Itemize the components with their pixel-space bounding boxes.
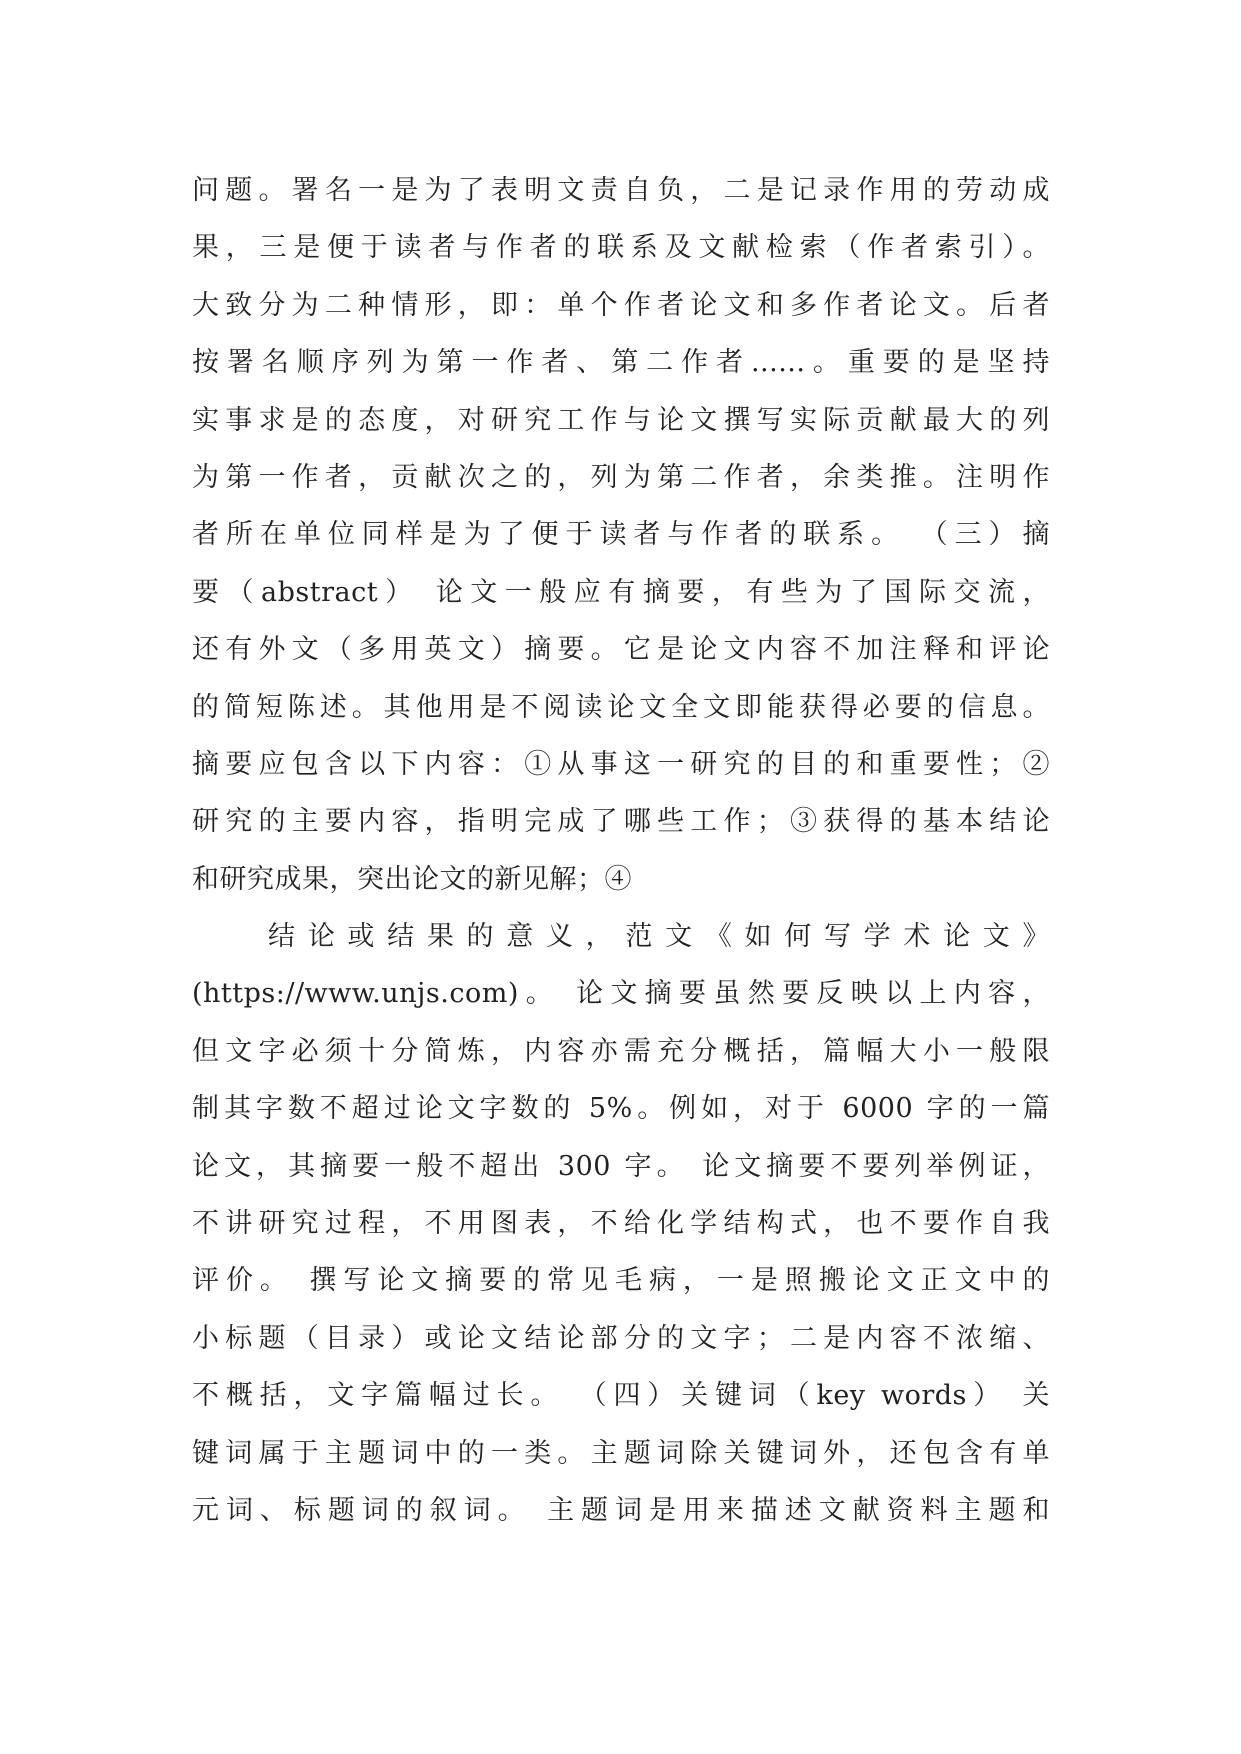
- text-line: 评价。 撰写论文摘要的常见毛病，一是照搬论文正文中的: [192, 1265, 1050, 1297]
- text-line: 论文，其摘要一般不超出 300 字。 论文摘要不要列举例证，: [192, 1150, 1050, 1182]
- text-line: 者所在单位同样是为了便于读者与作者的联系。 （三）摘: [192, 519, 1050, 551]
- text-line: 和研究成果，突出论文的新见解；④: [192, 863, 632, 895]
- text-line: 键词属于主题词中的一类。主题词除关键词外，还包含有单: [192, 1437, 1050, 1469]
- text-line: 大致分为二种情形，即：单个作者论文和多作者论文。后者: [192, 289, 1050, 321]
- text-line: 的简短陈述。其他用是不阅读论文全文即能获得必要的信息。: [192, 691, 1050, 723]
- text-line: (https://www.unjs.com)。 论文摘要虽然要反映以上内容，: [192, 978, 1050, 1010]
- text-line: 果，三是便于读者与作者的联系及文献检索（作者索引）。: [192, 232, 1050, 264]
- text-line: 研究的主要内容，指明完成了哪些工作；③获得的基本结论: [192, 806, 1050, 838]
- text-line: 摘要应包含以下内容：①从事这一研究的目的和重要性；②: [192, 748, 1050, 780]
- text-line: 结论或结果的意义，范文《如何写学术论文》: [268, 921, 1050, 953]
- text-line: 但文字必须十分简炼，内容亦需充分概括，篇幅大小一般限: [192, 1035, 1050, 1067]
- text-line: 实事求是的态度，对研究工作与论文撰写实际贡献最大的列: [192, 404, 1050, 436]
- text-line: 元词、标题词的叙词。 主题词是用来描述文献资料主题和: [192, 1494, 1050, 1526]
- text-line: 要（abstract） 论文一般应有摘要，有些为了国际交流，: [192, 576, 1050, 608]
- text-line: 不讲研究过程，不用图表，不给化学结构式，也不要作自我: [192, 1208, 1050, 1240]
- text-line: 为第一作者，贡献次之的，列为第二作者，余类推。注明作: [192, 461, 1050, 493]
- body-text: [192, 162, 1050, 1539]
- text-line: 不概括，文字篇幅过长。 （四）关键词（key words） 关: [192, 1380, 1050, 1412]
- text-line: 小标题（目录）或论文结论部分的文字；二是内容不浓缩、: [192, 1322, 1050, 1354]
- text-line: 制其字数不超过论文字数的 5%。例如，对于 6000 字的一篇: [192, 1093, 1050, 1125]
- text-line: 按署名顺序列为第一作者、第二作者......。重要的是坚持: [192, 347, 1050, 379]
- text-line: 还有外文（多用英文）摘要。它是论文内容不加注释和评论: [192, 634, 1050, 666]
- text-line: 问题。署名一是为了表明文责自负，二是记录作用的劳动成: [192, 175, 1050, 206]
